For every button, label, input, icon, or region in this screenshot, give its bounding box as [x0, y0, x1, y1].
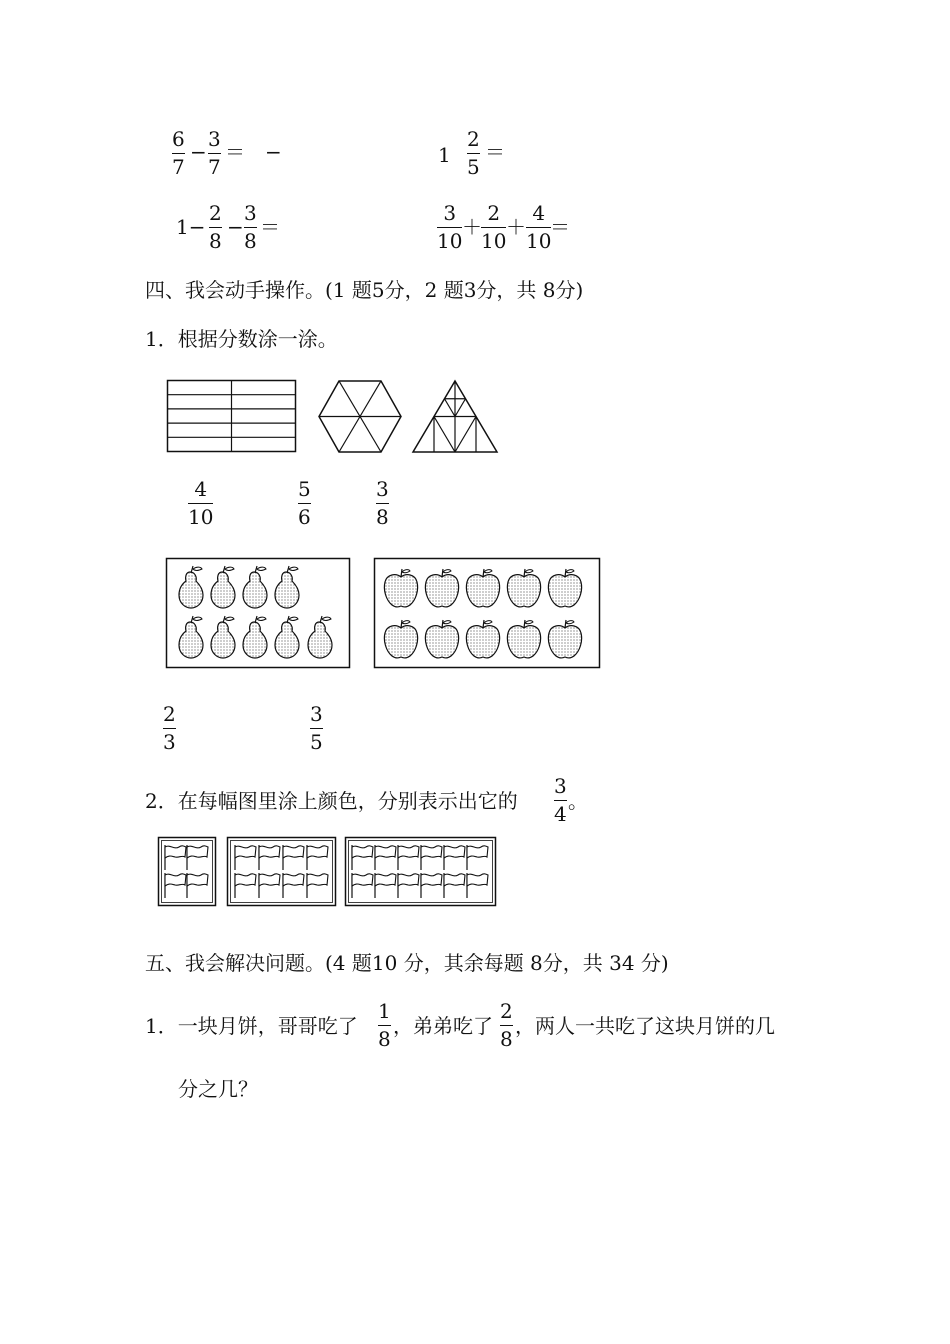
pear-icon — [308, 616, 332, 658]
numerator: 2 — [500, 999, 513, 1023]
numerator: 1 — [378, 999, 391, 1023]
section4-question2 — [145, 789, 518, 813]
section4-question1: 1．根据分数涂一涂。 — [145, 327, 338, 351]
denominator: 10 — [481, 229, 507, 253]
equation-lead: 1− — [176, 215, 206, 239]
fraction-bar — [163, 728, 176, 729]
fraction-label-2-3 — [163, 703, 176, 753]
flag-icon — [187, 845, 208, 870]
equation-tail: ＝ − — [225, 140, 282, 164]
flag-icon — [165, 873, 186, 898]
plus-operator: ＋ — [506, 215, 526, 239]
apple-icon — [384, 569, 417, 607]
numerator: 3 — [443, 201, 457, 225]
fraction-3-4 — [554, 775, 567, 825]
fraction-label-4-10 — [188, 478, 213, 528]
denominator: 8 — [209, 229, 222, 253]
numerator: 2 — [467, 127, 480, 151]
flag-icon — [187, 873, 208, 898]
flag-icon — [235, 873, 256, 898]
fraction-label-3-5 — [310, 703, 323, 753]
equation-tail: ＝ — [550, 215, 570, 239]
section5-question1-part3: ，两人一共吃了这块月饼的几 — [515, 1014, 775, 1038]
denominator: 10 — [188, 505, 214, 529]
flag-boxes[interactable] — [158, 836, 498, 907]
denominator: 7 — [172, 155, 185, 179]
denominator: 7 — [208, 155, 221, 179]
fraction-bar — [467, 153, 480, 154]
numerator: 3 — [244, 201, 257, 225]
fraction-bar — [437, 227, 462, 228]
fraction-3-10 — [437, 202, 462, 252]
flag-icon — [235, 845, 256, 870]
question-text: 2．在每幅图里涂上颜色，分别表示出它的 — [145, 789, 518, 813]
flag-icon — [398, 845, 419, 870]
fraction-bar — [172, 153, 185, 154]
fraction-bar — [310, 728, 323, 729]
numerator: 2 — [163, 702, 176, 726]
triangle-shape[interactable] — [412, 380, 498, 453]
pear-icon — [179, 566, 203, 608]
flag-icon — [283, 845, 304, 870]
pear-icon — [243, 566, 267, 608]
section5-question1-part2: ，弟弟吃了 — [393, 1014, 493, 1038]
numerator: 3 — [310, 702, 323, 726]
pear-icon — [211, 616, 235, 658]
fraction-2-10 — [481, 202, 506, 252]
denominator: 4 — [554, 802, 567, 826]
pear-icon — [211, 566, 235, 608]
denominator: 8 — [378, 1027, 391, 1051]
fraction-bar — [500, 1025, 513, 1026]
fraction-bar — [554, 800, 567, 801]
fraction-bar — [298, 503, 311, 504]
denominator: 5 — [467, 155, 480, 179]
flag-icon — [352, 845, 373, 870]
equation-tail: ＝ — [485, 140, 505, 164]
denominator: 3 — [163, 730, 176, 754]
numerator: 3 — [208, 127, 221, 151]
fraction-4-10 — [526, 202, 551, 252]
fraction-bar — [481, 227, 506, 228]
numerator: 2 — [209, 201, 222, 225]
denominator: 10 — [526, 229, 552, 253]
flag-icon — [307, 873, 328, 898]
flag-icon — [307, 845, 328, 870]
fraction-2-8 — [500, 1000, 513, 1050]
numerator: 3 — [554, 774, 567, 798]
fraction-label-3-8 — [376, 478, 389, 528]
numerator: 2 — [487, 201, 501, 225]
fraction-bar — [188, 503, 213, 504]
numerator: 5 — [298, 477, 311, 501]
pear-icon — [243, 616, 267, 658]
equation-lead: 1 — [438, 143, 451, 167]
fraction-label-5-6 — [298, 478, 311, 528]
fraction-bar — [209, 227, 222, 228]
hexagon-shape[interactable] — [318, 380, 402, 453]
minus-operator: − — [190, 140, 207, 164]
denominator: 10 — [437, 229, 463, 253]
fraction-bar — [376, 503, 389, 504]
apple-icon — [384, 620, 417, 658]
fraction-bar — [378, 1025, 391, 1026]
fraction-bar — [244, 227, 257, 228]
numerator: 4 — [194, 477, 208, 501]
apple-box[interactable] — [374, 558, 601, 669]
denominator: 5 — [310, 730, 323, 754]
flag-icon — [444, 873, 465, 898]
apple-icon — [425, 569, 458, 607]
fraction-2-5 — [467, 128, 480, 178]
fraction-3-7 — [208, 128, 221, 178]
equation-tail: ＝ — [260, 215, 280, 239]
rectangle-grid-shape[interactable] — [167, 380, 297, 453]
apple-icon — [466, 569, 499, 607]
pear-box[interactable] — [166, 558, 351, 669]
flag-icon — [165, 845, 186, 870]
denominator: 6 — [298, 505, 311, 529]
section5-question1-line2: 分之几？ — [178, 1077, 258, 1101]
flag-icon — [444, 845, 465, 870]
section5-heading: 五、我会解决问题。(4 题10 分，其余每题 8分，共 34 分) — [145, 951, 669, 975]
flag-icon — [421, 845, 442, 870]
flag-icon — [398, 873, 419, 898]
pear-icon — [275, 566, 299, 608]
flag-icon — [352, 873, 373, 898]
apple-icon — [425, 620, 458, 658]
denominator: 8 — [500, 1027, 513, 1051]
flag-icon — [375, 873, 396, 898]
numerator: 4 — [532, 201, 546, 225]
fraction-3-8 — [244, 202, 257, 252]
flag-icon — [283, 873, 304, 898]
fraction-6-7 — [172, 128, 185, 178]
flag-icon — [259, 873, 280, 898]
fraction-2-8 — [209, 202, 222, 252]
flag-icon — [421, 873, 442, 898]
fraction-bar — [526, 227, 551, 228]
question-suffix: 。 — [568, 789, 588, 813]
plus-operator: ＋ — [462, 215, 482, 239]
apple-icon — [548, 620, 581, 658]
section4-heading: 四、我会动手操作。(1 题5分，2 题3分，共 8分) — [145, 278, 584, 302]
denominator: 8 — [244, 229, 257, 253]
denominator: 8 — [376, 505, 389, 529]
fraction-1-8 — [378, 1000, 391, 1050]
numerator: 6 — [172, 127, 185, 151]
flag-icon — [375, 845, 396, 870]
fraction-bar — [208, 153, 221, 154]
flag-icon — [467, 873, 488, 898]
apple-icon — [466, 620, 499, 658]
section5-question1-part1: 1．一块月饼，哥哥吃了 — [145, 1014, 358, 1038]
apple-icon — [507, 620, 540, 658]
flag-icon — [259, 845, 280, 870]
apple-icon — [548, 569, 581, 607]
minus-operator: − — [227, 215, 244, 239]
pear-icon — [275, 616, 299, 658]
apple-icon — [507, 569, 540, 607]
pear-icon — [179, 616, 203, 658]
flag-icon — [467, 845, 488, 870]
numerator: 3 — [376, 477, 389, 501]
